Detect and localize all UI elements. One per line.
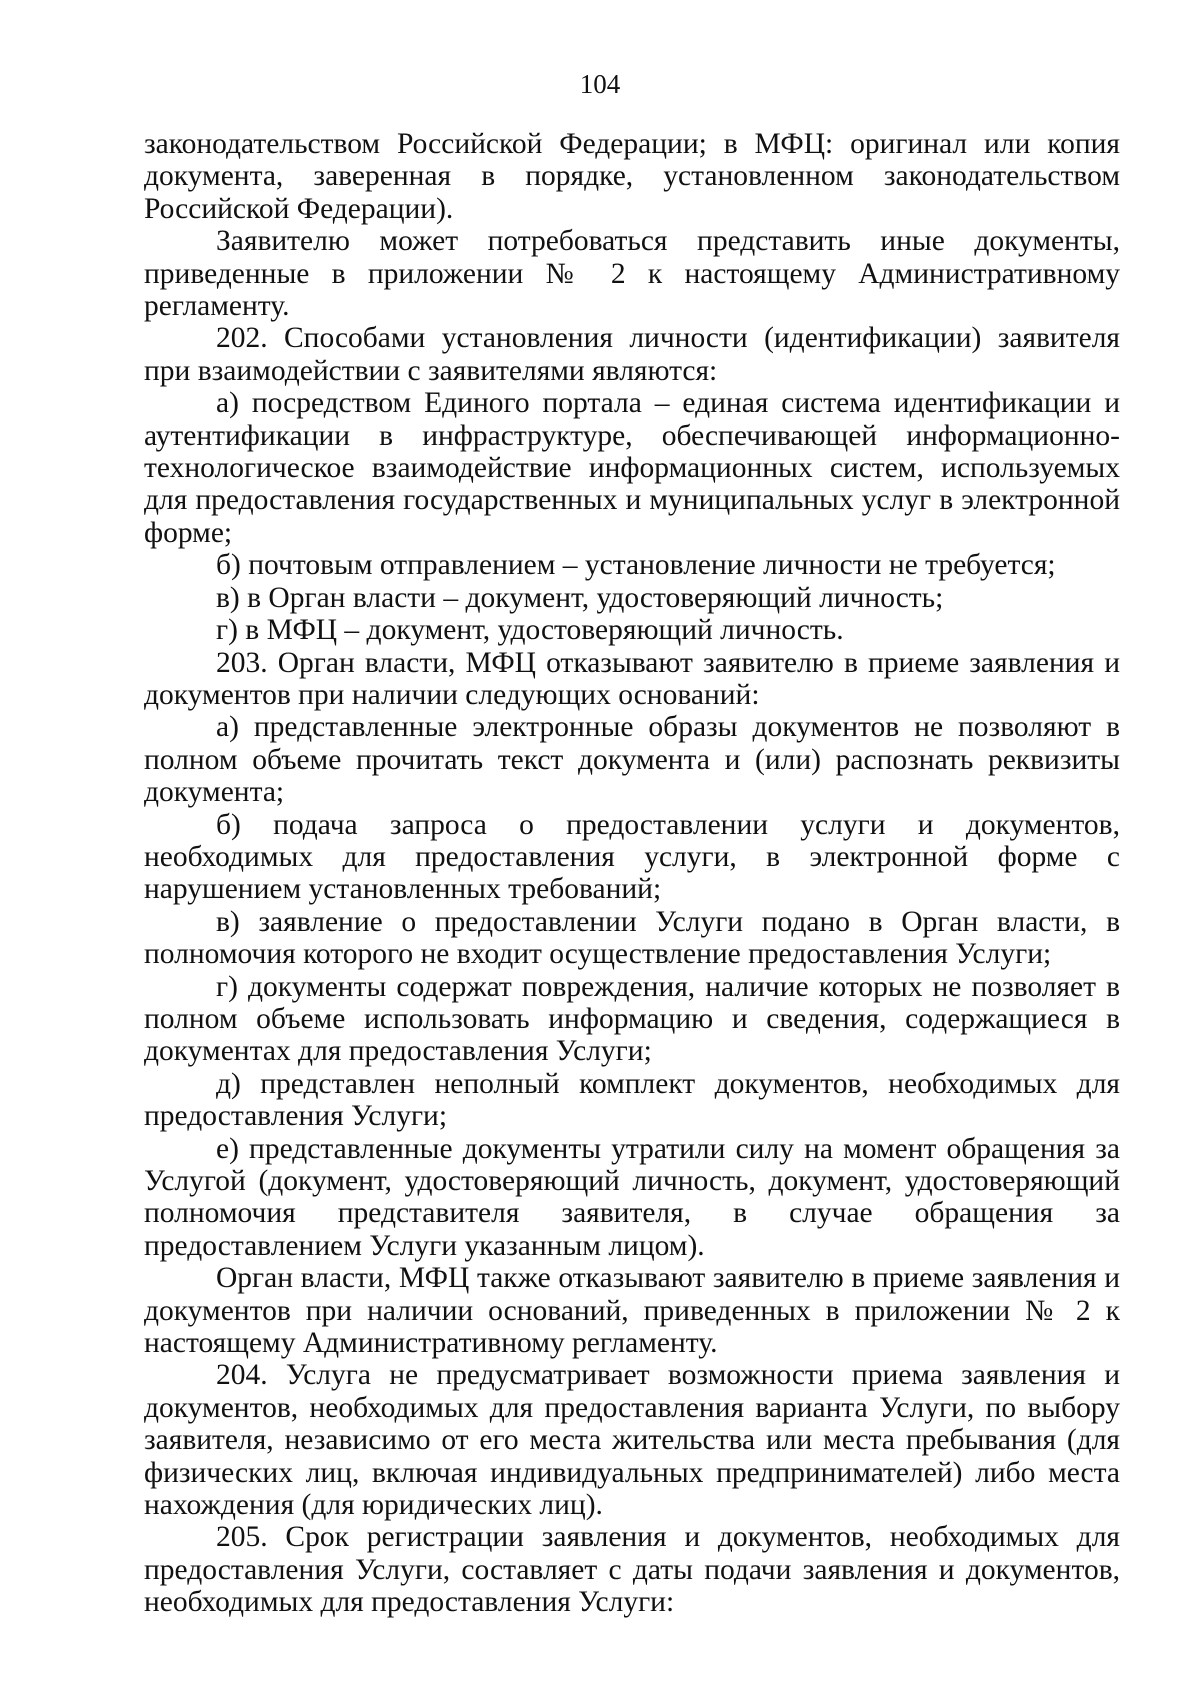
paragraph-203-d: д) представлен неполный комплект документов, необходимых для предоставления Услуги; bbox=[144, 1067, 1120, 1133]
paragraph-203: 203. Орган власти, МФЦ отказывают заявителю в приеме заявления и документов при наличии следующих оснований: bbox=[144, 646, 1120, 711]
paragraph-203-v: в) заявление о предоставлении Услуги подано в Орган власти, в полномочия которого не входит осуществление предоставления Услуги; bbox=[144, 905, 1120, 971]
paragraph-additional-documents: Заявителю может потребоваться представить иные документы, приведенные в приложении № 2 к настоящему Административному регламенту. bbox=[144, 225, 1120, 323]
paragraph-202-g: г) в МФЦ – документ, удостоверяющий личность. bbox=[216, 614, 844, 647]
paragraph-203-b: б) подача запроса о предоставлении услуги и документов, необходимых для предоставления услуги, в электронной форме с нарушением установленных требований; bbox=[144, 808, 1120, 906]
paragraph-202: 202. Способами установления личности (идентификации) заявителя при взаимодействии с заявителями являются: bbox=[144, 322, 1120, 387]
page-number: 104 bbox=[579, 69, 621, 99]
paragraph-202-v: в) в Орган власти – документ, удостоверяющий личность; bbox=[216, 581, 944, 614]
paragraph-continuation: законодательством Российской Федерации; в МФЦ: оригинал или копия документа, заверенная в порядке, установленном законодательством Российской Федерации). bbox=[144, 128, 1120, 225]
paragraph-refusal-additional: Орган власти, МФЦ также отказывают заявителю в приеме заявления и документов при наличии оснований, приведенных в приложении № 2 к настоящему Административному регламенту. bbox=[144, 1262, 1120, 1360]
paragraph-203-a: а) представленные электронные образы документов не позволяют в полном объеме прочитать текст документа и (или) распознать реквизиты документа; bbox=[144, 711, 1120, 809]
paragraph-203-g: г) документы содержат повреждения, наличие которых не позволяет в полном объеме использовать информацию и сведения, содержащиеся в документах для предоставления Услуги; bbox=[144, 970, 1120, 1068]
paragraph-204: 204. Услуга не предусматривает возможности приема заявления и документов, необходимых для предоставления варианта Услуги, по выбору заявителя, независимо от его места жительства или места пребывания (для физических лиц, включая индивидуальных предпринимателей) либо места нахождения (для юридических лиц). bbox=[144, 1359, 1120, 1522]
body-text bbox=[144, 128, 1120, 1619]
paragraph-205: 205. Срок регистрации заявления и документов, необходимых для предоставления Услуги, составляет с даты подачи заявления и документов, необходимых для предоставления Услуги: bbox=[144, 1521, 1120, 1619]
paragraph-202-b: б) почтовым отправлением – установление личности не требуется; bbox=[216, 549, 1056, 582]
paragraph-202-a: а) посредством Единого портала – единая система идентификации и аутентификации в инфраструктуре, обеспечивающей информационно-технологическое взаимодействие информационных систем, используемых для предоставления государственных и муниципальных услуг в электронной форме; bbox=[144, 387, 1120, 549]
paragraph-203-e: е) представленные документы утратили силу на момент обращения за Услугой (документ, удостоверяющий личность, документ, удостоверяющий полномочия представителя заявителя, в случае обращения за предоставлением Услуги указанным лицом). bbox=[144, 1132, 1120, 1262]
